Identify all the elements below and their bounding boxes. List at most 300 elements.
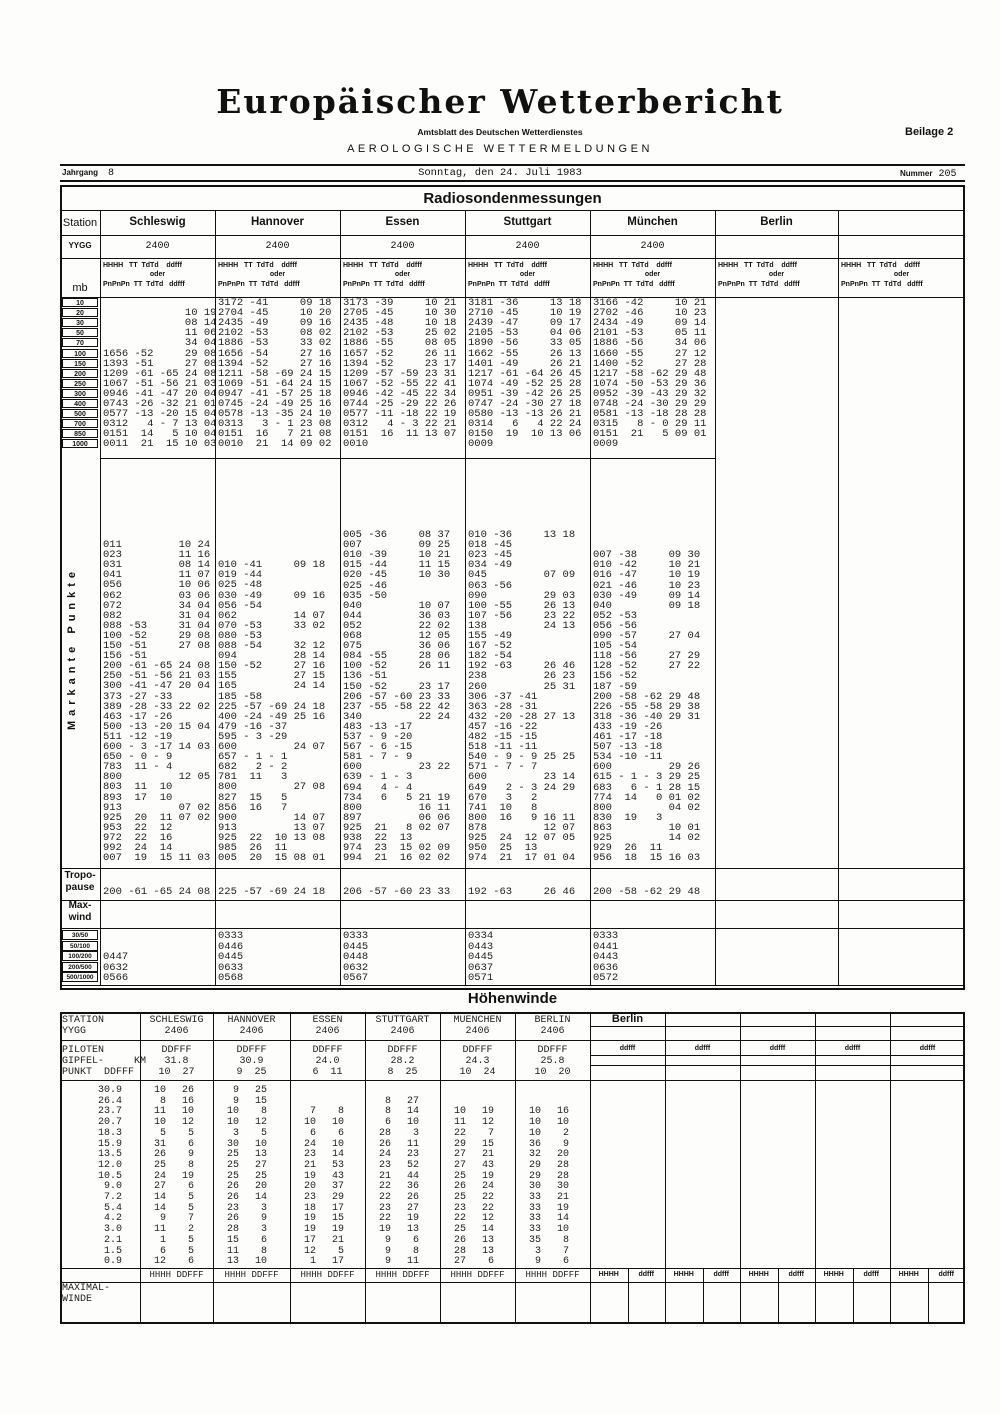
volume-label: Jahrgang (62, 168, 99, 177)
wind-direction: 36 (528, 1138, 541, 1150)
marked-point-row: 900 14 07 (218, 811, 326, 824)
wind-direction: 12 (303, 1245, 316, 1257)
row-divider (60, 210, 965, 211)
marked-point-row: 155 -49 (468, 630, 513, 642)
wind-direction: 19 (303, 1170, 316, 1182)
level-data-row: 3181 -36 13 18 (468, 297, 582, 309)
wind-speed: 19 (331, 1224, 344, 1236)
marked-point-row: 238 26 23 (468, 670, 576, 683)
marked-point-row: 200 -58 -62 29 48 (593, 690, 701, 703)
column-header-oder: oder (269, 271, 286, 278)
level-data-row: 0747 -24 -30 27 18 (468, 398, 582, 410)
wind-direction: 23 (378, 1159, 391, 1171)
level-data-row: 1069 -51 -64 24 15 (218, 377, 332, 390)
wind-speed: 8 (260, 1245, 267, 1257)
wind-speed: 27 (406, 1095, 419, 1107)
wind-direction: 26 (226, 1213, 239, 1225)
marked-point-row: 657 - 1 - 1 (218, 751, 288, 764)
level-data-row: 2704 -45 10 20 (218, 307, 332, 320)
wind-speed: 5 (187, 1127, 194, 1139)
marked-point-row: 023 11 16 (103, 549, 211, 562)
column-header-oder: oder (768, 271, 785, 278)
level-data-row: 0947 -41 -57 25 18 (218, 387, 332, 400)
height-km: 18.3 (97, 1127, 122, 1139)
summit-wind: 8 25 (387, 1067, 418, 1078)
marked-point-row: 827 15 5 (218, 791, 288, 804)
wind-direction: 11 (153, 1106, 166, 1118)
row-divider (590, 1065, 965, 1066)
wind-direction: 18 (303, 1202, 316, 1214)
marked-point-row: 056 -54 (218, 599, 263, 612)
marked-point-row: 537 - 9 -20 (343, 731, 413, 743)
wind-speed: 52 (406, 1159, 419, 1171)
marked-point-row: 800 16 9 16 11 (468, 811, 576, 824)
marked-point-row: 056 10 06 (103, 579, 211, 592)
wind-direction: 11 (453, 1117, 466, 1129)
marked-point-row: 956 18 15 16 03 (593, 852, 701, 865)
wind-speed: 5 (337, 1245, 344, 1257)
marked-point-row: 150 -52 27 16 (218, 660, 326, 673)
level-data-row: 2102 -53 08 02 (218, 327, 332, 340)
marked-point-row: 052 22 02 (343, 619, 451, 632)
marked-point-row: 010 -36 13 18 (468, 529, 576, 541)
wind-direction: 19 (378, 1224, 391, 1236)
yygg-value: 2400 (390, 241, 415, 252)
radiosonde-title: Radiosondenmessungen (423, 190, 602, 207)
wind-speed: 6 (187, 1181, 194, 1193)
wind-direction: 8 (384, 1106, 391, 1118)
marked-point-row: 156 -52 (593, 670, 638, 683)
wind-direction: 1 (159, 1234, 166, 1246)
marked-point-row: 863 10 01 (593, 821, 701, 834)
marked-point-row: 774 14 0 01 02 (593, 791, 701, 804)
wind-speed: 28 (556, 1159, 569, 1171)
marked-point-row: 031 08 14 (103, 559, 211, 572)
level-data-row: 0946 -42 -45 22 34 (343, 387, 457, 400)
height-km: 4.2 (103, 1213, 122, 1225)
ddfff-header: ddfff (769, 1045, 786, 1052)
row-divider (60, 235, 965, 236)
wind-direction: 10 (528, 1106, 541, 1118)
wind-speed: 5 (187, 1202, 194, 1214)
station-name: Hannover (250, 216, 305, 228)
marked-point-row: 567 - 6 -15 (343, 741, 413, 754)
wind-direction: 14 (153, 1202, 166, 1214)
level-data-row: 0151 16 7 21 08 (218, 428, 332, 441)
maxwind-data: 0443 (593, 951, 619, 963)
wind-direction: 33 (528, 1192, 541, 1203)
column-header-oder: oder (519, 271, 536, 278)
wind-direction: 9 (159, 1213, 166, 1225)
column-header: HHHH TT TdTd ddfff (718, 262, 797, 269)
marked-point-row: 389 -28 -33 22 02 (103, 700, 211, 713)
level-data-row: 0151 14 5 10 04 (103, 428, 217, 441)
column-divider (715, 210, 716, 985)
level-data-row: 1394 -52 23 17 (343, 357, 457, 370)
marked-point-row: 992 24 14 (103, 842, 173, 854)
column-divider (838, 210, 839, 985)
marked-point-row: 100 -55 26 13 (468, 599, 576, 612)
issue-label: Nummer (900, 169, 933, 178)
marked-point-row: 670 3 2 (468, 791, 538, 804)
station-name: Essen (385, 216, 420, 228)
level-data-row: 1401 -49 26 21 (468, 357, 582, 370)
maxwind-data: 0633 (218, 961, 244, 974)
marked-point-row: 010 -41 09 18 (218, 559, 326, 572)
marked-point-row: 094 28 14 (218, 650, 326, 663)
wind-speed: 43 (481, 1159, 494, 1171)
marked-point-row: 649 2 - 3 24 29 (468, 781, 576, 794)
marked-point-row: 062 03 06 (103, 589, 211, 602)
marked-point-row: 250 -51 -56 21 03 (103, 670, 211, 683)
ddfff-header: ddfff (694, 1045, 711, 1052)
marked-point-row: 600 23 14 (468, 771, 576, 784)
wind-range: 500/1000 (62, 972, 98, 982)
marked-point-row: 800 16 11 (343, 801, 451, 814)
wind-speed: 17 (331, 1256, 344, 1268)
issue-number (900, 169, 956, 180)
divider (60, 164, 965, 166)
wind-direction: 25 (226, 1159, 239, 1171)
level-data-row: 0010 (343, 438, 369, 451)
wind-direction: 32 (528, 1149, 541, 1161)
marked-point-row: 482 -15 -15 (468, 731, 538, 743)
wind-speed: 7 (562, 1245, 569, 1257)
height-km: 0.9 (103, 1256, 122, 1268)
level-data-row: 0577 -13 -20 15 04 (103, 408, 217, 421)
marked-point-row: 463 -17 -26 (103, 710, 173, 723)
station-name: München (627, 216, 678, 228)
maxwind-data: 0567 (343, 972, 369, 984)
maxwind-data: 0572 (593, 972, 619, 984)
row-divider (60, 985, 965, 986)
summit-km: 25.8 (540, 1056, 565, 1067)
maxwind-data: 0445 (343, 940, 369, 953)
wind-direction: 31 (153, 1138, 166, 1150)
wind-direction: 28 (226, 1224, 239, 1236)
wind-speed: 19 (556, 1202, 569, 1214)
marked-point-row: 084 -55 28 06 (343, 650, 451, 663)
wind-range: 200/500 (62, 962, 98, 972)
height-km: 30.9 (97, 1085, 122, 1096)
station-name: Stuttgart (503, 216, 552, 228)
marked-point-row: 005 20 15 08 01 (218, 852, 326, 865)
wind-direction: 3 (534, 1245, 541, 1257)
level-data-row: 0946 -41 -47 20 04 (103, 387, 217, 400)
hhhh-header: HHHH (748, 1271, 769, 1278)
yygg-value: 2406 (540, 1026, 565, 1037)
wind-speed: 26 (181, 1085, 194, 1096)
wind-speed: 12 (181, 1117, 194, 1129)
row-divider (60, 1268, 965, 1269)
supplement-label: Beilage 2 (905, 126, 954, 138)
tropopause-data: 200 -61 -65 24 08 (103, 886, 211, 898)
marked-point-row: 052 -53 (593, 609, 638, 622)
level-data-row: 1209 -61 -65 24 08 (103, 367, 217, 380)
pressure-level: 200 (62, 369, 98, 378)
wind-speed: 14 (481, 1224, 494, 1236)
marked-point-row: 128 -52 27 22 (593, 660, 701, 673)
tropopause-data: 192 -63 26 46 (468, 886, 576, 898)
marked-point-row: 155 27 15 (218, 670, 326, 683)
wind-direction: 9 (384, 1234, 391, 1246)
level-data-row: 1217 -58 -62 29 48 (593, 367, 707, 380)
maxwind-data: 0333 (593, 930, 619, 942)
level-data-row: 10 19 (103, 307, 217, 320)
wind-direction: 6 (159, 1245, 166, 1257)
marked-point-row: 056 -56 (593, 619, 638, 632)
marked-point-row: 972 22 16 (103, 831, 173, 844)
column-header: HHHH TT TdTd ddfff (593, 262, 672, 269)
level-data-row: 3166 -42 10 21 (593, 297, 707, 309)
marked-point-row: 340 22 24 (343, 710, 451, 723)
station-name: Schleswig (129, 216, 186, 228)
level-data-row: 1211 -58 -69 24 15 (218, 367, 332, 380)
wind-direction: 3 (232, 1127, 239, 1139)
summit-wind: 10 27 (158, 1067, 195, 1078)
level-data-row: 0315 8 - 0 29 11 (593, 418, 707, 431)
wind-speed: 6 (487, 1256, 494, 1268)
marked-point-row: 063 -56 (468, 579, 513, 592)
row-divider (100, 458, 715, 459)
marked-point-row: 803 11 10 (103, 781, 173, 794)
wind-direction: 10 (453, 1106, 466, 1118)
wind-speed: 3 (412, 1127, 419, 1139)
level-data-row: 0578 -13 -35 24 10 (218, 408, 332, 421)
marked-point-row: 070 -53 33 02 (218, 619, 326, 632)
wind-direction: 33 (528, 1213, 541, 1225)
level-data-row: 2435 -48 10 18 (343, 317, 457, 330)
maxwind-data: 0636 (593, 961, 619, 974)
marked-point-row: 030 -49 09 14 (593, 589, 701, 602)
marked-point-row: 734 6 5 21 19 (343, 791, 451, 804)
wind-direction: 12 (153, 1256, 166, 1268)
maxwind-data: 0334 (468, 930, 494, 942)
marked-point-row: 150 -52 23 17 (343, 680, 451, 693)
row-divider (60, 928, 965, 929)
marked-point-row: 800 27 08 (218, 781, 326, 794)
maxwind-header: HHHH DDFFF (224, 1270, 279, 1280)
level-data-row: 0009 (468, 438, 494, 451)
height-km: 1.5 (103, 1245, 122, 1257)
marked-point-row: 432 -20 -28 27 13 (468, 710, 576, 723)
marked-point-row: 500 -13 -20 15 04 (103, 720, 211, 733)
station-name: Berlin (611, 1013, 644, 1025)
marked-point-row: 893 17 10 (103, 791, 173, 804)
summit-km: 30.9 (239, 1056, 264, 1067)
yygg-value: 2400 (640, 241, 665, 252)
marked-point-row: 433 -19 -26 (593, 720, 663, 733)
wind-speed: 7 (187, 1213, 194, 1225)
wind-range: 50/100 (62, 941, 98, 951)
column-header: PnPnPn TT TdTd ddfff (593, 281, 675, 288)
wind-direction: 26 (226, 1181, 239, 1193)
marked-point-row: 200 -61 -65 24 08 (103, 660, 211, 673)
pressure-level: 850 (62, 429, 98, 438)
marked-point-row: 306 -37 -41 (468, 690, 538, 703)
row-divider (60, 868, 965, 869)
mb-label: mb (72, 282, 88, 294)
marked-point-row: 237 -55 -58 22 42 (343, 700, 451, 713)
section-heading: AEROLOGISCHE WETTERMELDUNGEN (347, 143, 653, 155)
column-header-oder: oder (394, 271, 411, 278)
wind-speed: 7 (487, 1127, 494, 1139)
row-divider (60, 900, 965, 901)
level-data-row: 0151 21 5 09 01 (593, 428, 707, 441)
marked-point-row: 225 -57 -69 24 18 (218, 700, 326, 713)
level-data-row: 0577 -11 -18 22 19 (343, 408, 457, 421)
wind-direction: 27 (453, 1159, 466, 1171)
height-km: 2.1 (103, 1234, 122, 1246)
level-data-row: 1886 -56 34 06 (593, 337, 707, 350)
marked-point-row: 075 36 06 (343, 640, 451, 653)
marked-point-row: 897 06 06 (343, 811, 451, 824)
wind-direction: 8 (159, 1095, 166, 1107)
marked-point-row: 534 -10 -11 (593, 751, 663, 764)
row-divider (60, 1040, 965, 1041)
station-name: Berlin (760, 216, 793, 228)
wind-direction: 23 (226, 1202, 239, 1214)
height-km: 7.2 (103, 1192, 122, 1203)
wind-direction: 29 (453, 1138, 466, 1150)
gipfel-label: GIPFEL- KM (62, 1056, 147, 1067)
marked-point-row: 518 -11 -11 (468, 741, 538, 754)
marked-point-row: 062 14 07 (218, 609, 326, 622)
wind-direction: 21 (378, 1170, 391, 1182)
marked-point-row: 185 -58 (218, 690, 263, 703)
level-data-row: 0009 (593, 438, 619, 451)
pressure-level: 400 (62, 399, 98, 408)
wind-speed: 24 (481, 1181, 494, 1193)
level-data-row: 2435 -49 09 16 (218, 317, 332, 330)
station-label: Station (62, 217, 98, 229)
marked-point-row: 019 -44 (218, 569, 263, 582)
level-data-row: 1890 -56 33 05 (468, 337, 582, 350)
volume-value: 8 (108, 168, 115, 179)
marked-point-row: 068 12 05 (343, 630, 451, 642)
column-header: PnPnPn TT TdTd ddfff (343, 281, 425, 288)
wind-speed: 2 (562, 1127, 569, 1139)
marked-point-row: 007 -38 09 30 (593, 549, 701, 562)
marked-point-row: 929 26 11 (593, 842, 663, 855)
marked-point-row: 007 09 25 (343, 539, 451, 552)
report-title: Europäischer Wetterbericht (216, 82, 784, 121)
marked-point-row: 011 10 24 (103, 539, 211, 551)
marked-point-row: 974 23 15 02 09 (343, 842, 451, 855)
wind-direction: 10 (153, 1085, 166, 1096)
maxwind-data: 0632 (103, 961, 129, 974)
marked-point-row: 925 21 8 02 07 (343, 821, 451, 834)
level-data-row: 1067 -51 -56 21 03 (103, 377, 217, 390)
wind-direction: 8 (384, 1095, 391, 1107)
wind-direction: 23 (303, 1149, 316, 1161)
report-subtitle: Amtsblatt des Deutschen Wetterdienstes (417, 127, 583, 137)
level-data-row: 1662 -55 26 13 (468, 347, 582, 360)
maxwind-data: 0632 (343, 961, 369, 974)
wind-direction: 21 (303, 1159, 316, 1171)
level-data-row: 2702 -46 10 23 (593, 307, 707, 320)
wind-direction: 10 (303, 1117, 316, 1129)
divider (60, 180, 965, 182)
maxwind-label: MAXIMAL- WINDE (62, 1283, 111, 1305)
wind-speed: 13 (481, 1245, 494, 1257)
height-km: 23.7 (97, 1106, 122, 1118)
station-name: STUTTGART (375, 1015, 430, 1026)
pressure-level: 250 (62, 379, 98, 388)
level-data-row: 1074 -50 -53 29 36 (593, 377, 707, 390)
level-data-row: 1886 -55 08 05 (343, 337, 457, 350)
maxwind-data: 0445 (468, 951, 494, 963)
level-data-row: 1393 -51 27 08 (103, 357, 217, 370)
wind-speed: 9 (260, 1213, 267, 1225)
wind-speed: 8 (562, 1234, 569, 1246)
marked-point-row: 090 -57 27 04 (593, 630, 701, 642)
wind-speed: 11 (406, 1138, 419, 1150)
wind-speed: 14 (556, 1213, 569, 1225)
maxwind-header: HHHH DDFFF (525, 1270, 580, 1280)
wind-direction: 30 (528, 1181, 541, 1193)
wind-direction: 11 (153, 1224, 166, 1236)
marked-points-label: Markante Punkte (66, 566, 78, 730)
station-name: BERLIN (534, 1015, 571, 1026)
maxwind-header: HHHH DDFFF (450, 1270, 505, 1280)
wind-speed: 20 (254, 1181, 267, 1193)
maxwind-data: 0445 (218, 951, 244, 963)
ddfff-header: DDFFF (236, 1045, 267, 1056)
level-data-row: 2102 -53 25 02 (343, 327, 457, 340)
yygg-value: 2400 (515, 241, 540, 252)
wind-direction: 10 (226, 1106, 239, 1118)
marked-point-row: 925 22 10 13 08 (218, 831, 326, 844)
pressure-level: 500 (62, 409, 98, 418)
wind-direction: 15 (226, 1234, 239, 1246)
marked-point-row: 600 29 26 (593, 761, 701, 774)
wind-speed: 3 (260, 1202, 267, 1214)
wind-range: 30/50 (62, 930, 98, 940)
wind-direction: 10 (153, 1117, 166, 1129)
wind-speed: 15 (331, 1213, 344, 1225)
wind-direction: 17 (303, 1234, 316, 1246)
level-data-row: 0313 3 - 1 23 08 (218, 418, 332, 431)
level-data-row: 0314 6 4 22 24 (468, 418, 582, 431)
wind-direction: 33 (528, 1202, 541, 1214)
marked-point-row: 045 07 09 (468, 569, 576, 582)
yygg-value: 2406 (390, 1026, 415, 1037)
level-data-row: 0748 -24 -30 29 29 (593, 398, 707, 410)
level-data-row: 0952 -39 -43 29 32 (593, 387, 707, 400)
ddfff-header: DDFFF (387, 1045, 418, 1056)
marked-point-row: 088 -53 31 04 (103, 619, 211, 632)
yygg-value: 2400 (265, 241, 290, 252)
wind-direction: 26 (453, 1234, 466, 1246)
marked-point-row: 600 24 07 (218, 741, 326, 753)
level-data-row: 1886 -53 33 02 (218, 337, 332, 350)
maxwind-data: 0566 (103, 972, 129, 984)
maxwind-header: HHHH DDFFF (375, 1270, 430, 1280)
punkt-label: PUNKT DDFFF (62, 1067, 135, 1078)
marked-point-row: 138 24 13 (468, 619, 576, 632)
yygg-label: YYGG (68, 241, 92, 250)
height-km: 13.5 (97, 1149, 122, 1161)
wind-direction: 35 (528, 1234, 541, 1246)
pressure-level: 50 (62, 328, 98, 337)
marked-point-row: 016 -47 10 19 (593, 569, 701, 582)
height-km: 3.0 (103, 1224, 122, 1236)
summit-wind: 6 11 (312, 1067, 343, 1078)
marked-point-row: 020 -45 10 30 (343, 569, 451, 582)
column-divider (100, 210, 101, 985)
marked-point-row: 400 -24 -49 25 16 (218, 710, 326, 723)
